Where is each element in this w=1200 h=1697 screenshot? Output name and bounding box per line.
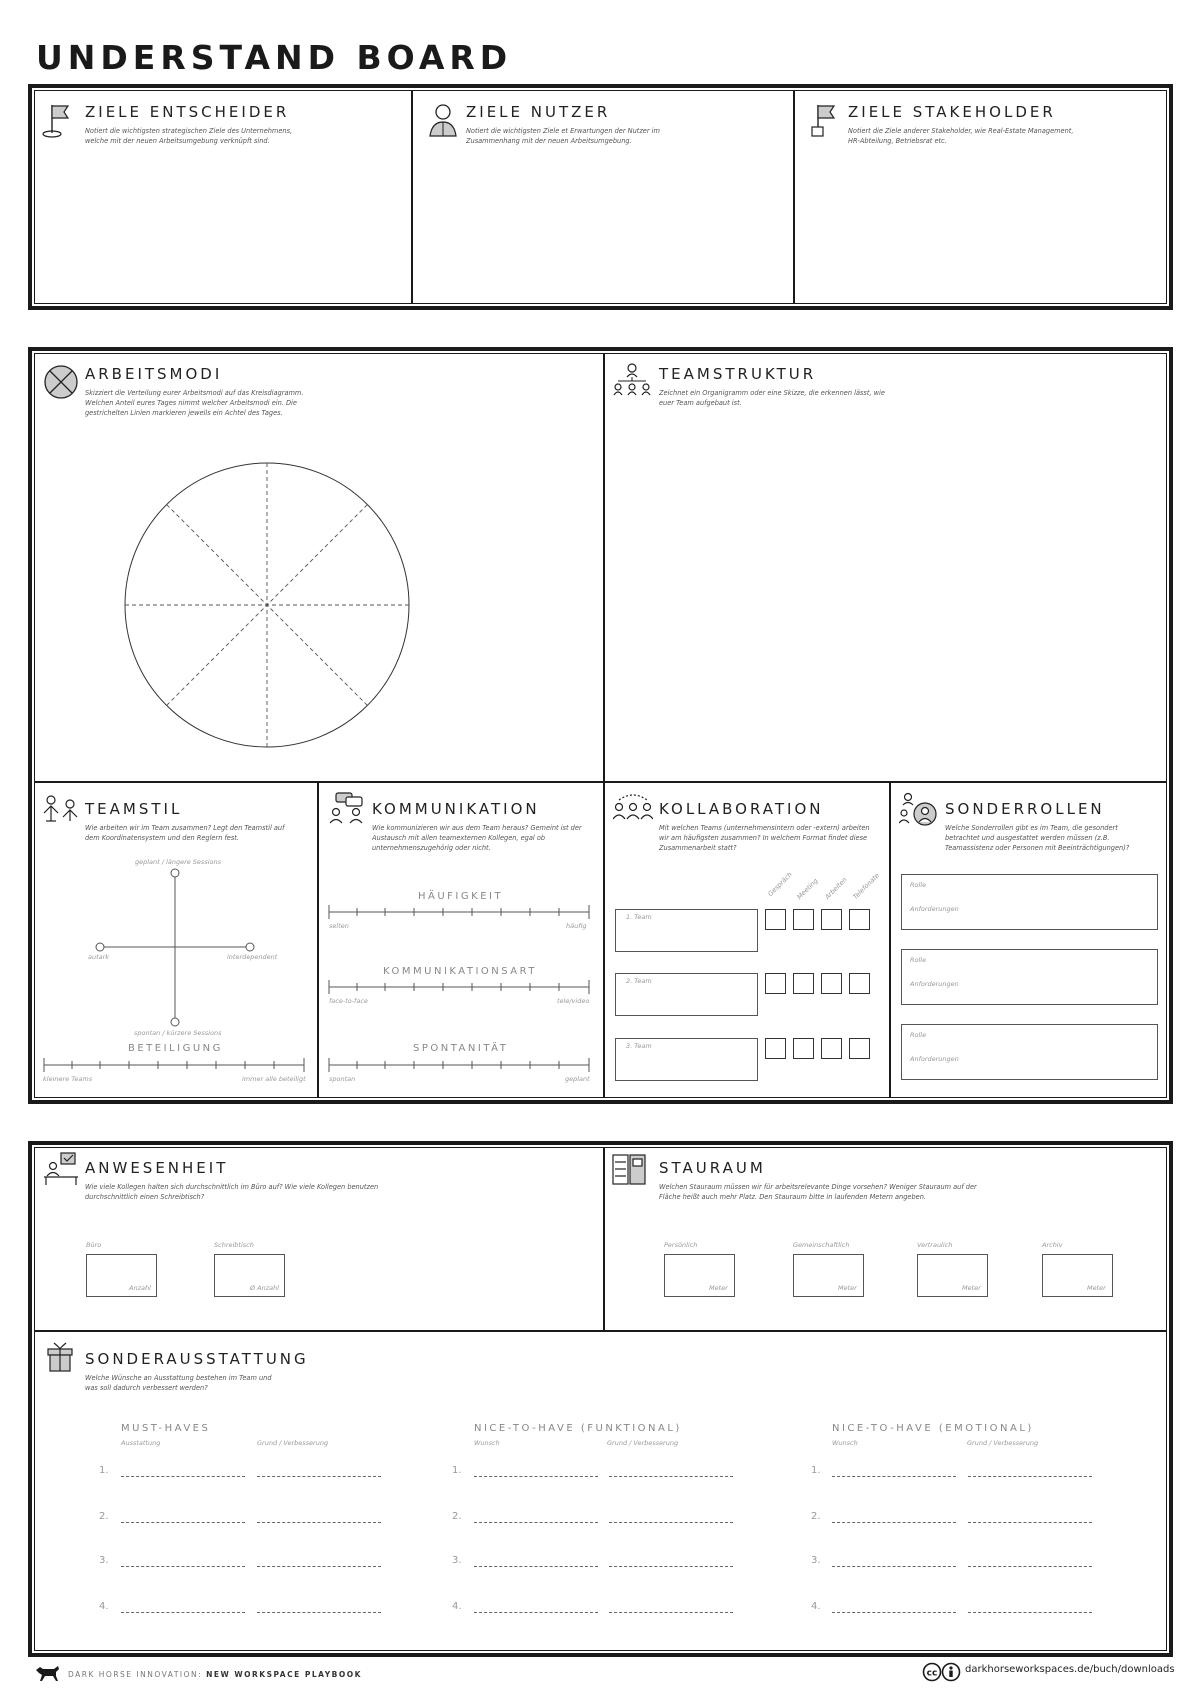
nice-emotional-item-1[interactable] (832, 1476, 956, 1477)
vertraulich-label: Vertraulich (917, 1241, 953, 1249)
teamstil-left-label: autark (88, 953, 110, 961)
collaboration-icon (613, 792, 653, 820)
nice-emotional-number-3: 3. (811, 1555, 821, 1566)
kommunikationsart-slider[interactable] (327, 979, 591, 995)
role-2-field[interactable] (901, 949, 1158, 1005)
collab-col-gespraech: Gespräch (766, 870, 794, 898)
special-role-icon (899, 792, 939, 826)
kommunikation-title: KOMMUNIKATION (372, 800, 540, 818)
beteiligung-right-label: immer alle beteiligt (242, 1075, 306, 1083)
nice-emotional-reason-2[interactable] (968, 1522, 1092, 1523)
nice-emotional-col2: Grund / Verbesserung (967, 1439, 1039, 1447)
cc-text: cc (926, 1668, 938, 1679)
must-haves-col2: Grund / Verbesserung (257, 1439, 329, 1447)
nice-emotional-item-2[interactable] (832, 1522, 956, 1523)
team-2-telefonate-checkbox[interactable] (849, 973, 870, 994)
nice-funktional-number-4: 4. (452, 1601, 462, 1612)
goal-title-stakeholder: ZIELE STAKEHOLDER (848, 103, 1056, 121)
nice-funktional-reason-2[interactable] (609, 1522, 733, 1523)
team-3-arbeiten-checkbox[interactable] (821, 1038, 842, 1059)
team-2-label: 2. Team (626, 977, 652, 985)
team-3-gespraech-checkbox[interactable] (765, 1038, 786, 1059)
desk-check-icon (43, 1152, 79, 1186)
role-1-label: Rolle (910, 881, 927, 889)
teamstil-right-label: interdependent (227, 953, 278, 961)
nice-funktional-item-4[interactable] (474, 1612, 598, 1613)
must-haves-item-4[interactable] (121, 1612, 245, 1613)
goal-title-entscheider: ZIELE ENTSCHEIDER (85, 103, 290, 121)
must-haves-item-2[interactable] (121, 1522, 245, 1523)
sonderausstattung-title: SONDERAUSSTATTUNG (85, 1350, 309, 1368)
gift-icon (46, 1340, 74, 1372)
persoenlich-label: Persönlich (664, 1241, 698, 1249)
team-3-telefonate-checkbox[interactable] (849, 1038, 870, 1059)
collab-col-arbeiten: Arbeiten (823, 875, 849, 901)
haeufigkeit-right-label: häufig (566, 922, 587, 930)
collab-col-meeting: Meeting (795, 876, 820, 901)
haeufigkeit-left-label: selten (329, 922, 349, 930)
nice-emotional-number-4: 4. (811, 1601, 821, 1612)
teamstruktur-panel[interactable] (604, 353, 1167, 782)
must-haves-number-3: 3. (99, 1555, 109, 1566)
gemeinschaftlich-unit: Meter (838, 1284, 857, 1292)
must-haves-reason-2[interactable] (257, 1522, 381, 1523)
sonderrollen-desc: Welche Sonderrollen gibt es im Team, die gesondert betrachtet und ausgestattet werden müssen (z.B. Teamassistenz oder Personen mit Beeinträchtigungen)? (945, 824, 1130, 852)
nice-emotional-item-3[interactable] (832, 1566, 956, 1567)
goal-desc-entscheider: Notiert die wichtigsten strategischen Ziele des Unternehmens, welche mit der neuen Arbeitsumgebung verknüpft sind. (85, 127, 293, 145)
schreibtisch-unit: Ø Anzahl (250, 1284, 280, 1292)
nice-emotional-item-4[interactable] (832, 1612, 956, 1613)
flag-golf-icon (42, 103, 72, 139)
anwesenheit-desc: Wie viele Kollegen halten sich durchschnittlich im Büro auf? Wie viele Kollegen benutzen durchschnittlich einen Schreibtisch? (85, 1183, 379, 1201)
nice-funktional-item-3[interactable] (474, 1566, 598, 1567)
role-1-req-label: Anforderungen (910, 905, 959, 913)
spontanitaet-title: SPONTANITÄT (413, 1043, 509, 1054)
nice-emotional-reason-4[interactable] (968, 1612, 1092, 1613)
team-1-telefonate-checkbox[interactable] (849, 909, 870, 930)
user-icon (428, 102, 458, 138)
role-2-req-label: Anforderungen (910, 980, 959, 988)
must-haves-item-3[interactable] (121, 1566, 245, 1567)
nice-funktional-col2: Grund / Verbesserung (607, 1439, 679, 1447)
pie-chart-icon (43, 364, 79, 400)
role-3-label: Rolle (910, 1031, 927, 1039)
team-1-label: 1. Team (626, 913, 652, 921)
footer-brand (68, 1670, 362, 1679)
work-mode-pie[interactable] (120, 458, 414, 752)
nice-funktional-reason-3[interactable] (609, 1566, 733, 1567)
must-haves-number-4: 4. (99, 1601, 109, 1612)
nice-funktional-item-1[interactable] (474, 1476, 598, 1477)
footer-brand-name: DARK HORSE INNOVATION: (68, 1670, 203, 1679)
must-haves-title: MUST-HAVES (121, 1423, 211, 1434)
page-title: UNDERSTAND BOARD (36, 38, 513, 77)
beteiligung-left-label: kleinere Teams (43, 1075, 93, 1083)
haeufigkeit-slider[interactable] (327, 904, 591, 920)
vertraulich-unit: Meter (962, 1284, 981, 1292)
team-3-label: 3. Team (626, 1042, 652, 1050)
nice-emotional-col1: Wunsch (832, 1439, 858, 1447)
arbeitsmodi-title: ARBEITSMODI (85, 365, 223, 383)
team-2-gespraech-checkbox[interactable] (765, 973, 786, 994)
goal-panel-nutzer[interactable] (412, 90, 794, 304)
storage-cabinet-icon (612, 1152, 646, 1186)
org-chart-icon (613, 362, 651, 398)
nice-emotional-title: NICE-TO-HAVE (EMOTIONAL) (832, 1423, 1034, 1434)
role-3-req-label: Anforderungen (910, 1055, 959, 1063)
role-2-label: Rolle (910, 956, 927, 964)
nice-emotional-reason-3[interactable] (968, 1566, 1092, 1567)
teamstruktur-title: TEAMSTRUKTUR (659, 365, 817, 383)
teamstil-coordinate-system[interactable] (90, 865, 260, 1030)
flag-hand-icon (808, 103, 838, 139)
must-haves-number-1: 1. (99, 1465, 109, 1476)
nice-funktional-number-2: 2. (452, 1511, 462, 1522)
goal-desc-nutzer: Notiert die wichtigsten Ziele et Erwartungen der Nutzer im Zusammenhang mit der neuen Arbeitsumgebung. (466, 127, 660, 145)
must-haves-col1: Ausstattung (121, 1439, 161, 1447)
footer-book-title: NEW WORKSPACE PLAYBOOK (206, 1670, 362, 1679)
goal-title-nutzer: ZIELE NUTZER (466, 103, 611, 121)
beteiligung-slider[interactable] (42, 1057, 306, 1073)
team-2-arbeiten-checkbox[interactable] (821, 973, 842, 994)
nice-emotional-reason-1[interactable] (968, 1476, 1092, 1477)
nice-emotional-number-2: 2. (811, 1511, 821, 1522)
kommunikationsart-title: KOMMUNIKATIONSART (383, 966, 537, 977)
buero-unit: Anzahl (129, 1284, 151, 1292)
nice-funktional-item-2[interactable] (474, 1522, 598, 1523)
team-3-meeting-checkbox[interactable] (793, 1038, 814, 1059)
must-haves-number-2: 2. (99, 1511, 109, 1522)
goal-desc-stakeholder: Notiert die Ziele anderer Stakeholder, wie Real-Estate Management, HR-Abteilung, Betriebsrat etc. (848, 127, 1074, 145)
role-3-field[interactable] (901, 1024, 1158, 1080)
arbeitsmodi-desc: Skizziert die Verteilung eurer Arbeitsmodi auf das Kreisdiagramm. Welchen Anteil eures Tages nimmt welcher Arbeitsmodi ein. Die gestrichelten Linien markieren jeweils ein Achtel des Tages. (85, 389, 304, 417)
nice-funktional-col1: Wunsch (474, 1439, 500, 1447)
gemeinschaftlich-label: Gemeinschaftlich (793, 1241, 850, 1249)
schreibtisch-label: Schreibtisch (214, 1241, 254, 1249)
kommunikation-desc: Wie kommunizieren wir aus dem Team heraus? Gemeint ist der Austausch mit allen teamexternen Kollegen, egal ob unternehmenszugehörig oder nicht. (372, 824, 582, 852)
must-haves-item-1[interactable] (121, 1476, 245, 1477)
nice-funktional-number-3: 3. (452, 1555, 462, 1566)
goal-panel-stakeholder[interactable] (794, 90, 1167, 304)
anwesenheit-title: ANWESENHEIT (85, 1159, 229, 1177)
goal-panel-entscheider[interactable] (34, 90, 412, 304)
spontanitaet-slider[interactable] (327, 1057, 591, 1073)
team-1-gespraech-checkbox[interactable] (765, 909, 786, 930)
speech-bubbles-icon (328, 792, 366, 824)
kommunikationsart-right-label: tele/video (557, 997, 590, 1005)
must-haves-reason-1[interactable] (257, 1476, 381, 1477)
teamstil-title: TEAMSTIL (85, 800, 183, 818)
teamstil-desc: Wie arbeiten wir im Team zusammen? Legt den Teamstil auf dem Koordinatensystem und den Reglern fest. (85, 824, 285, 842)
horse-logo-icon (34, 1664, 60, 1682)
archiv-label: Archiv (1042, 1241, 1063, 1249)
collab-col-telefonate: Telefonate (851, 871, 881, 901)
team-people-icon (42, 793, 80, 823)
must-haves-reason-4[interactable] (257, 1612, 381, 1613)
kommunikationsart-left-label: face-to-face (329, 997, 368, 1005)
teamstruktur-desc: Zeichnet ein Organigramm oder eine Skizze, die erkennen lässt, wie euer Team aufgebaut ist. (659, 389, 885, 407)
kollaboration-desc: Mit welchen Teams (unternehmensintern oder -extern) arbeiten wir am häufigsten zusammen? In welchem Format findet diese Zusammenarbeit statt? (659, 824, 870, 852)
teamstil-bottom-label: spontan / kürzere Sessions (134, 1029, 222, 1037)
haeufigkeit-title: HÄUFIGKEIT (418, 891, 504, 902)
spontanitaet-right-label: geplant (565, 1075, 590, 1083)
nice-funktional-reason-4[interactable] (609, 1612, 733, 1613)
nice-emotional-number-1: 1. (811, 1465, 821, 1476)
team-1-meeting-checkbox[interactable] (793, 909, 814, 930)
nice-funktional-number-1: 1. (452, 1465, 462, 1476)
team-2-meeting-checkbox[interactable] (793, 973, 814, 994)
buero-label: Büro (86, 1241, 102, 1249)
nice-funktional-title: NICE-TO-HAVE (FUNKTIONAL) (474, 1423, 682, 1434)
sonderrollen-title: SONDERROLLEN (945, 800, 1105, 818)
team-1-arbeiten-checkbox[interactable] (821, 909, 842, 930)
role-1-field[interactable] (901, 874, 1158, 930)
beteiligung-title: BETEILIGUNG (128, 1043, 223, 1054)
nice-funktional-reason-1[interactable] (609, 1476, 733, 1477)
teamstil-top-label: geplant / längere Sessions (135, 858, 221, 866)
stauraum-title: STAURAUM (659, 1159, 766, 1177)
persoenlich-unit: Meter (709, 1284, 728, 1292)
spontanitaet-left-label: spontan (329, 1075, 356, 1083)
stauraum-desc: Welchen Stauraum müssen wir für arbeitsrelevante Dinge vorsehen? Weniger Stauraum auf der Fläche heißt auch mehr Platz. Den Stauraum bitte in laufenden Metern angeben. (659, 1183, 977, 1201)
creative-commons-icon (922, 1662, 962, 1682)
archiv-unit: Meter (1087, 1284, 1106, 1292)
footer-url[interactable]: darkhorseworkspaces.de/buch/downloads (965, 1664, 1175, 1675)
sonderausstattung-desc: Welche Wünsche an Ausstattung bestehen im Team und was soll dadurch verbessert werden? (85, 1374, 272, 1392)
must-haves-reason-3[interactable] (257, 1566, 381, 1567)
kollaboration-title: KOLLABORATION (659, 800, 824, 818)
